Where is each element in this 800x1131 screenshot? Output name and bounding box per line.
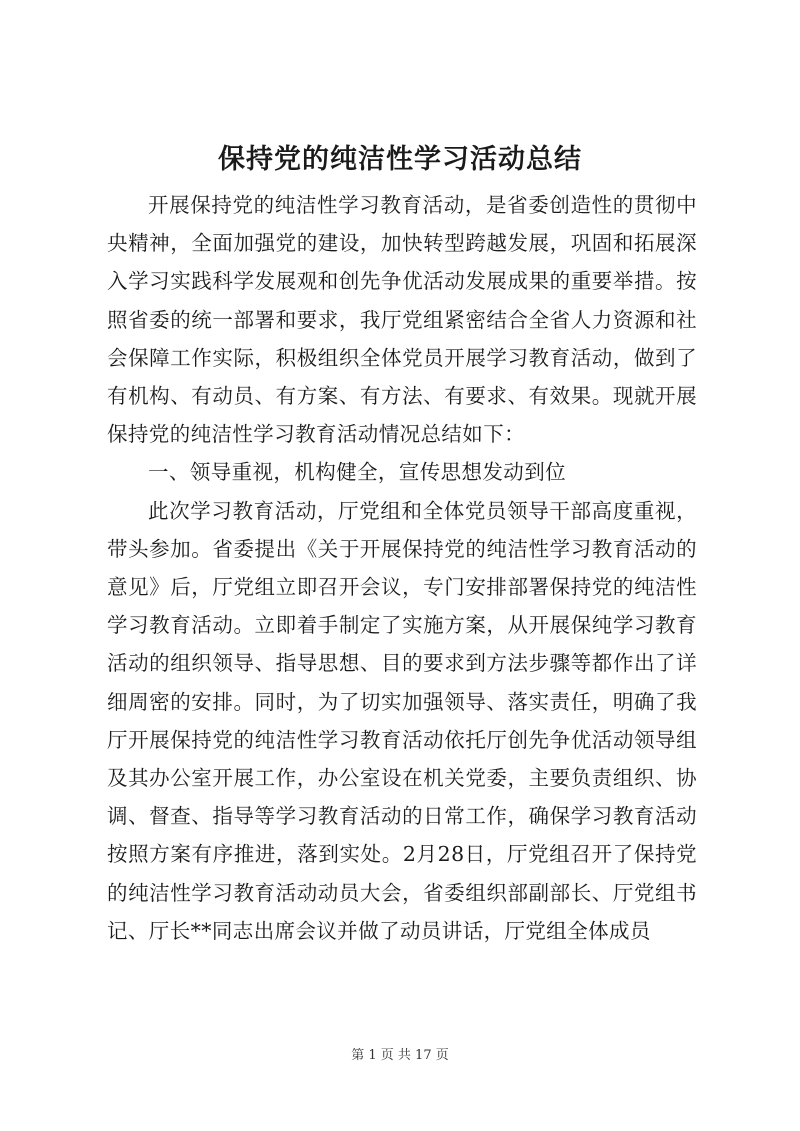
paragraph-section-1: 此次学习教育活动，厅党组和全体党员领导干部高度重视，带头参加。省委提出《关于开展保持党的纯洁性学习教育活动的意见》后，厅党组立即召开会议，专门安排部署保持党的纯洁性学习教育活动。立即着手制定了实施方案，从开展保纯学习教育活动的组织领导、指导思想、目的要求到方法步骤等都作出了详细周密的安排。同时，为了切实加强领导、落实责任，明确了我厅开展保持党的纯洁性学习教育活动依托厅创先争优活动领导组及其办公室开展工作，办公室设在机关党委，主要负责组织、协调、督查、指导等学习教育活动的日常工作，确保学习教育活动按照方案有序推进，落到实处。2月28日，厅党组召开了保持党的纯洁性学习教育活动动员大会，省委组织部副部长、厅党组书记、厅长**同志出席会议并做了动员讲话，厅党组全体成员 xyxy=(107,498,697,943)
section-heading-1: 一、领导重视，机构健全，宣传思想发动到位 xyxy=(148,460,566,485)
document-body xyxy=(107,186,697,950)
page-number-footer: 第 1 页 共 17 页 xyxy=(351,1048,449,1063)
paragraph-intro: 开展保持党的纯洁性学习教育活动，是省委创造性的贯彻中央精神，全面加强党的建设，加快转型跨越发展，巩固和拓展深入学习实践科学发展观和创先争优活动发展成果的重要举措。按照省委的统一部署和要求，我厅党组紧密结合全省人力资源和社会保障工作实际，积极组织全体党员开展学习教育活动，做到了有机构、有动员、有方案、有方法、有要求、有效果。现就开展保持党的纯洁性学习教育活动情况总结如下： xyxy=(107,193,697,447)
document-title: 保持党的纯洁性学习活动总结 xyxy=(218,144,582,175)
